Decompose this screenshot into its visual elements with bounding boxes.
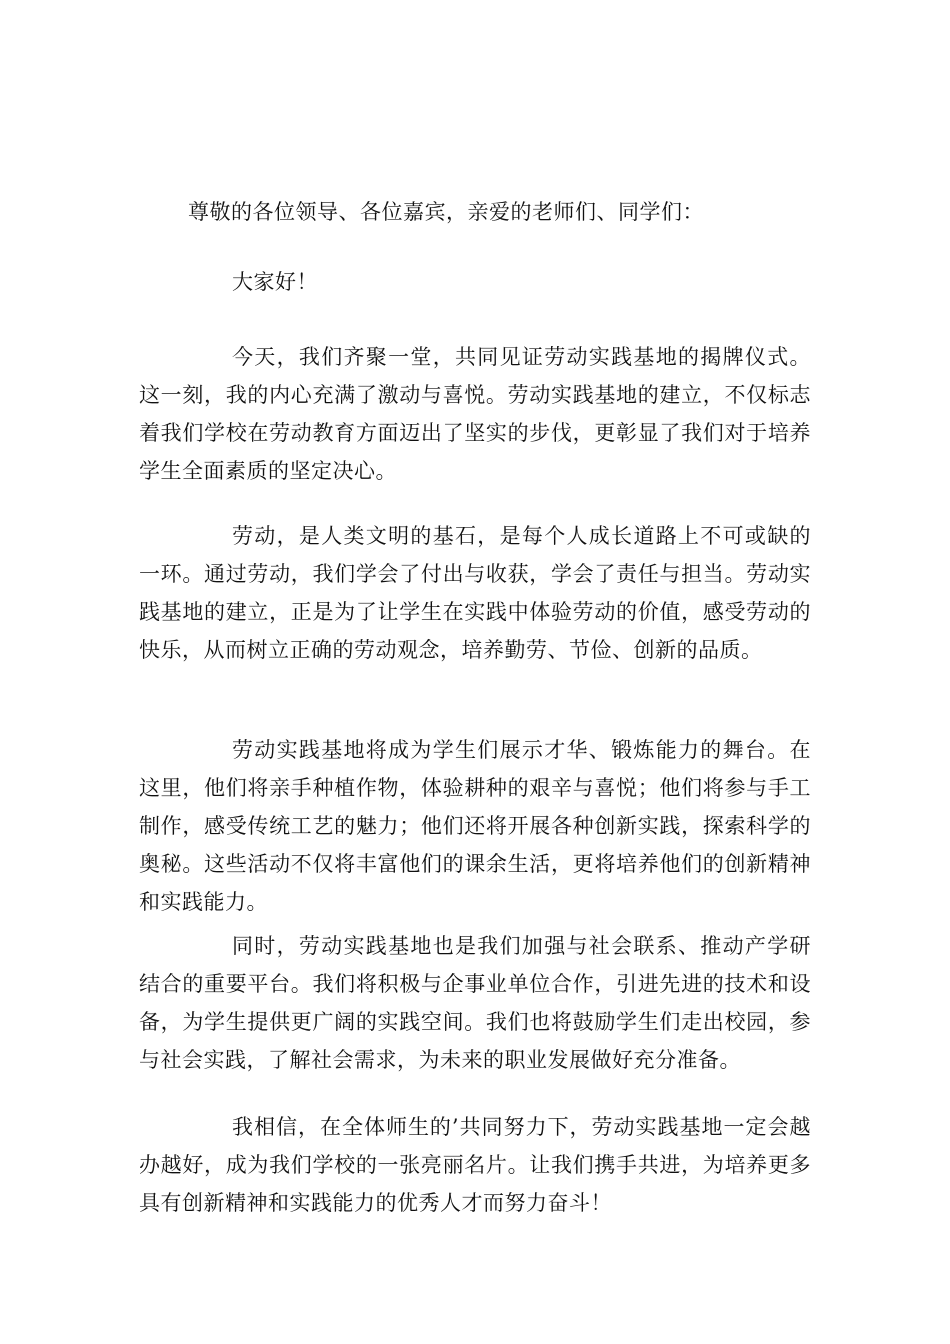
paragraph-5: 我相信，在全体师生的’共同努力下，劳动实践基地一定会越办越好，成为我们学校的一张亮丽名片。让我们携手共进，为培养更多具有创新精神和实践能力的优秀人才而努力奋斗！ (139, 1115, 811, 1215)
salutation: 尊敬的各位领导、各位嘉宾，亲爱的老师们、同学们： (188, 200, 704, 224)
paragraph-4: 同时，劳动实践基地也是我们加强与社会联系、推动产学研结合的重要平台。我们将积极与企事业单位合作，引进先进的技术和设备，为学生提供更广阔的实践空间。我们也将鼓励学生们走出校园，参与社会实践，了解社会需求，为未来的职业发展做好充分准备。 (139, 934, 811, 1072)
paragraph-3: 劳动实践基地将成为学生们展示才华、锻炼能力的舞台。在这里，他们将亲手种植作物，体验耕种的艰辛与喜悦；他们将参与手工制作，感受传统工艺的魅力；他们还将开展各种创新实践，探索科学的奥秘。这些活动不仅将丰富他们的课余生活，更将培养他们的创新精神和实践能力。 (139, 738, 811, 914)
paragraph-1: 今天，我们齐聚一堂，共同见证劳动实践基地的揭牌仪式。这一刻，我的内心充满了激动与喜悦。劳动实践基地的建立，不仅标志着我们学校在劳动教育方面迈出了坚实的步伐，更彰显了我们对于培养学生全面素质的坚定决心。 (139, 345, 811, 483)
greeting-line: 大家好！ (232, 270, 318, 294)
paragraph-2: 劳动，是人类文明的基石，是每个人成长道路上不可或缺的一环。通过劳动，我们学会了付出与收获，学会了责任与担当。劳动实践基地的建立，正是为了让学生在实践中体验劳动的价值，感受劳动的快乐，从而树立正确的劳动观念，培养勤劳、节俭、创新的品质。 (139, 524, 811, 662)
